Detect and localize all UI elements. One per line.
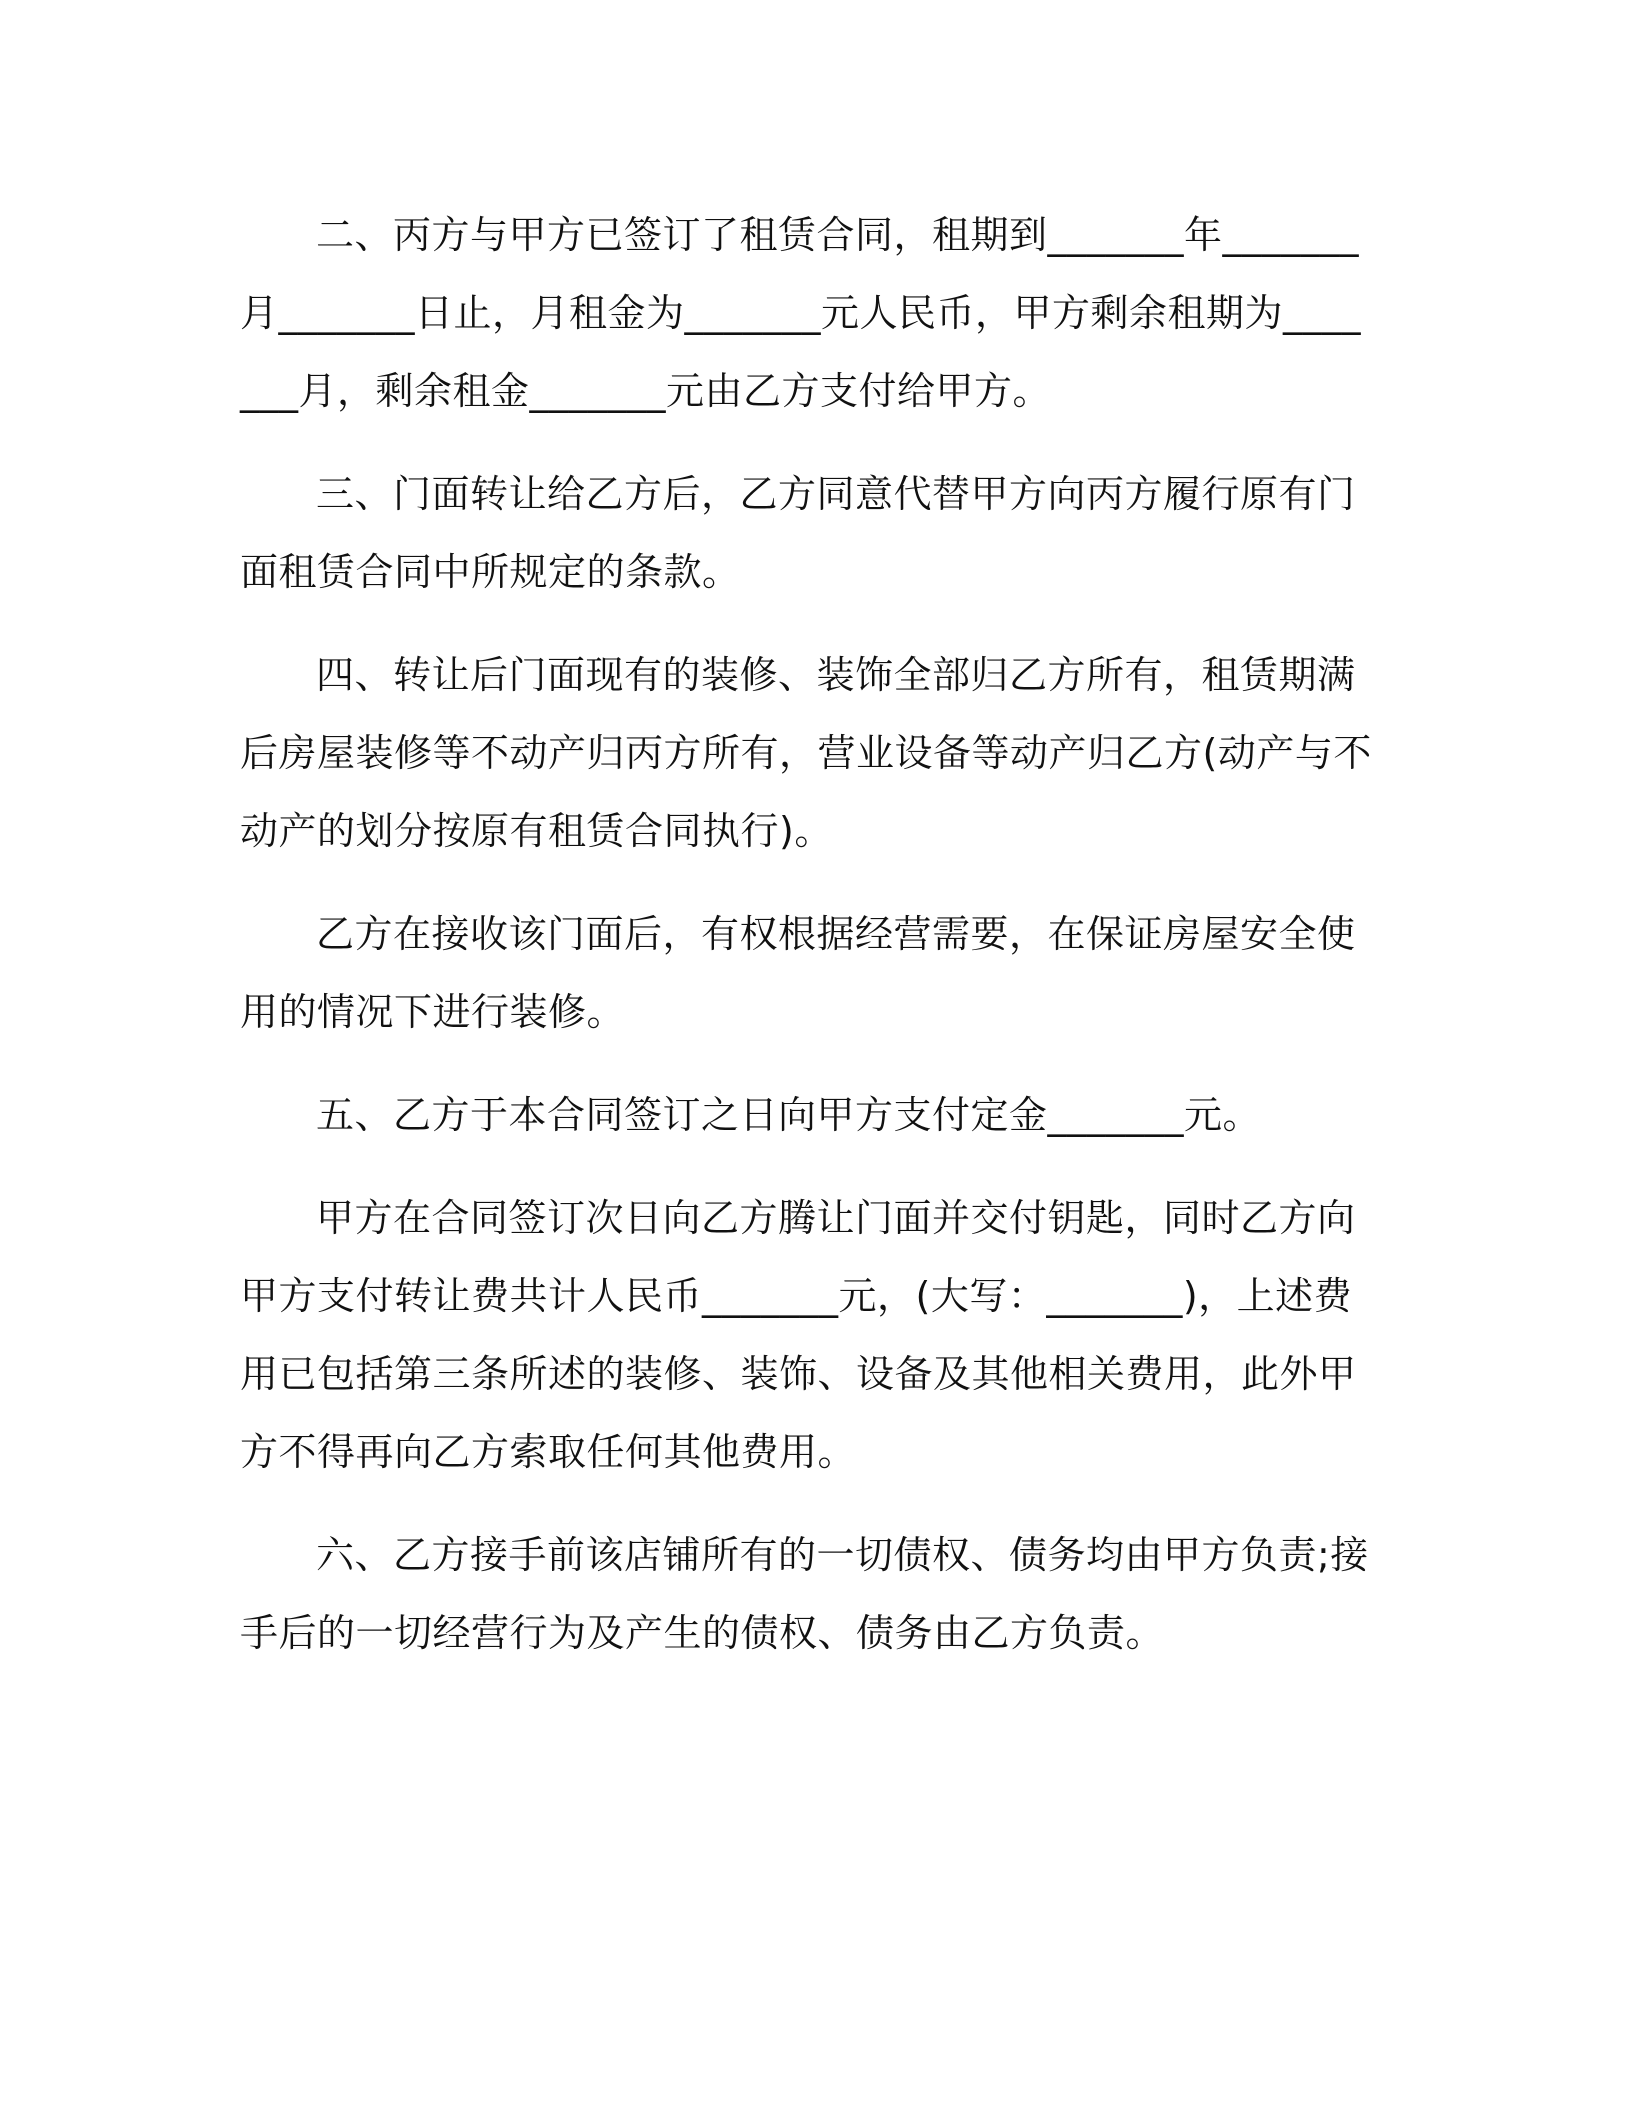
clause-4-paragraph: 四、转让后门面现有的装修、装饰全部归乙方所有，租赁期满后房屋装修等不动产归丙方所有，营业设备等动产归乙方(动产与不动产的划分按原有租赁合同执行)。	[240, 653, 1372, 853]
transfer-fee-paragraph: 甲方在合同签订次日向乙方腾让门面并交付钥匙，同时乙方向甲方支付转让费共计人民币_______元，(大写：_______)，上述费用已包括第三条所述的装修、装饰、设备及其他相关费用，此外甲方不得再向乙方索取任何其他费用。	[240, 1196, 1357, 1474]
clause-6-paragraph: 六、乙方接手前该店铺所有的一切债权、债务均由甲方负责;接手后的一切经营行为及产生的债权、债务由乙方负责。	[240, 1533, 1369, 1655]
clause-5-paragraph: 五、乙方于本合同签订之日向甲方支付定金_______元。	[316, 1093, 1262, 1137]
renovation-paragraph: 乙方在接收该门面后，有权根据经营需要，在保证房屋安全使用的情况下进行装修。	[240, 912, 1356, 1034]
document-body	[240, 196, 1380, 1697]
clause-2-paragraph: 二、丙方与甲方已签订了租赁合同，租期到_______年_______月_______日止，月租金为_______元人民币，甲方剩余租期为_______月，剩余租金_______元由乙方支付给甲方。	[240, 213, 1362, 413]
clause-3-paragraph: 三、门面转让给乙方后，乙方同意代替甲方向丙方履行原有门面租赁合同中所规定的条款。	[240, 472, 1356, 594]
